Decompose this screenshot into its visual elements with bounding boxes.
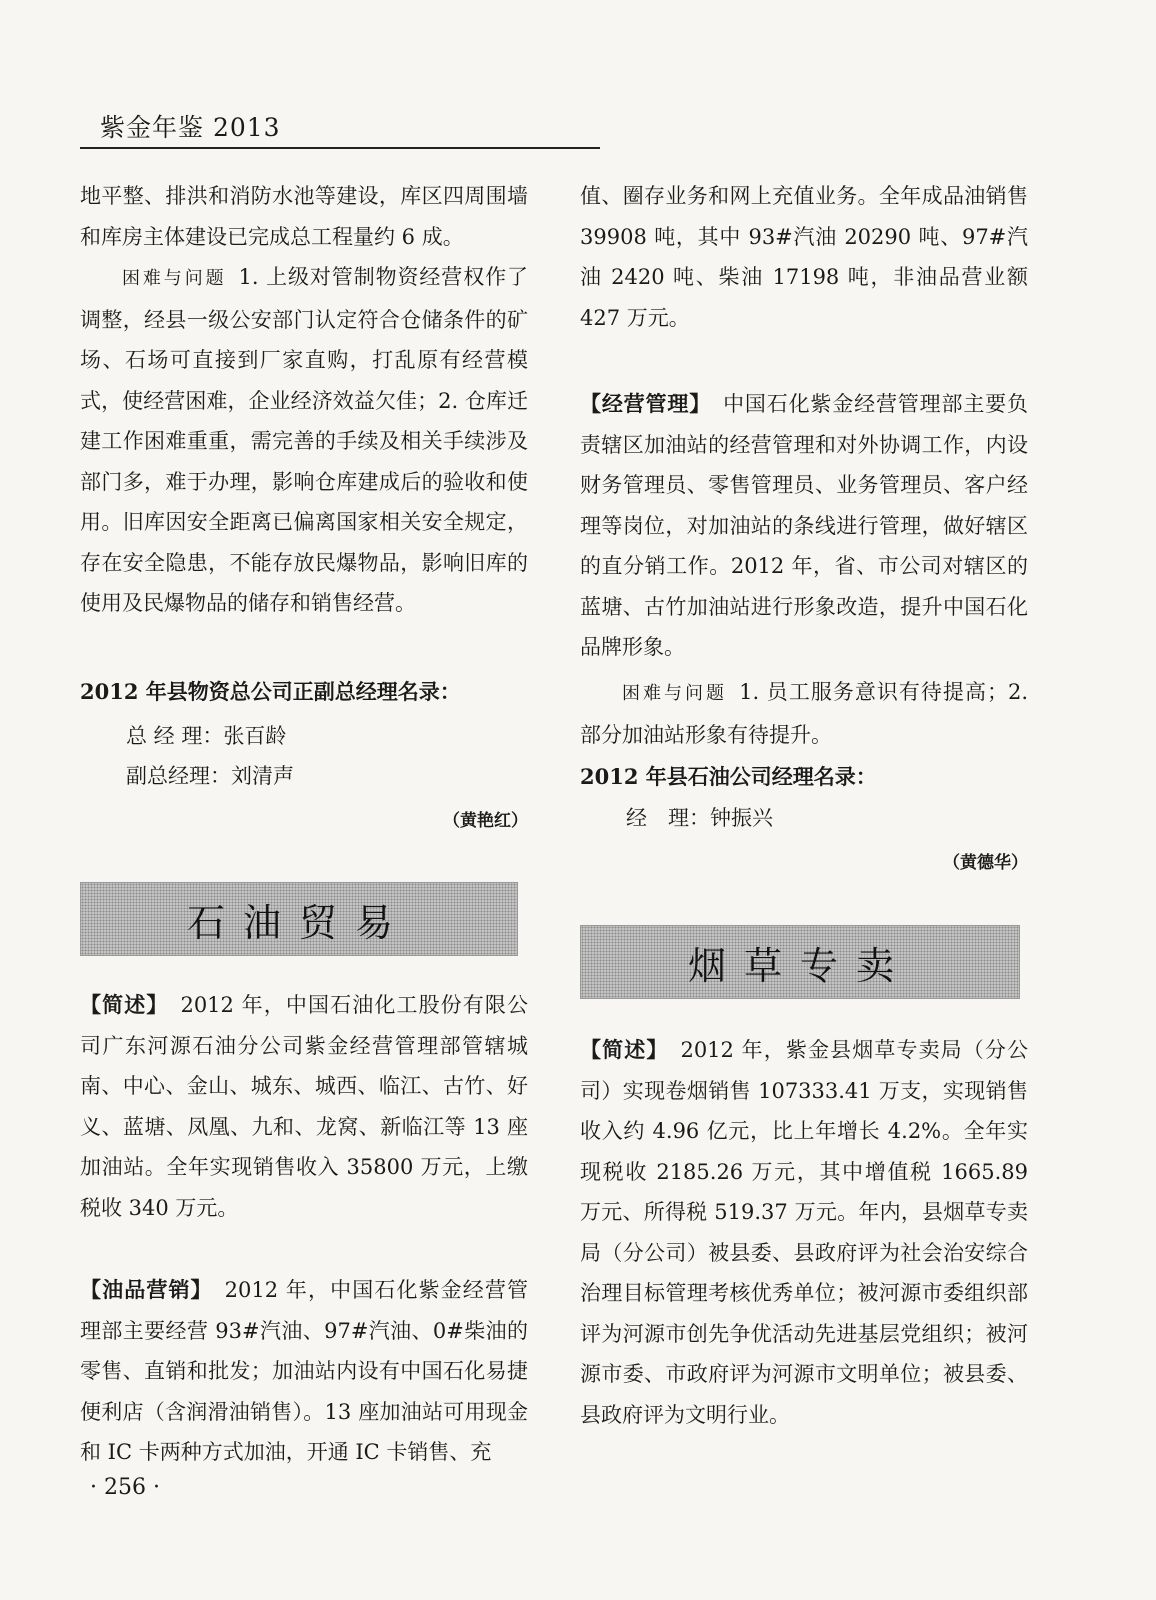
difficulty-paragraph [80,257,528,624]
overview-paragraph [580,1030,1028,1435]
left-column [80,0,528,1600]
difficulty-text: 1. 员工服务意识有待提高；2. 部分加油站形象有待提升。 [580,680,1028,747]
difficulty-label: 困难与问题 [122,268,227,289]
overview-paragraph [80,985,528,1228]
right-column [580,0,1028,1600]
deputy-line: 副总经理：刘清声 [126,764,294,788]
author-credit: （黄德华） [943,853,1028,873]
manager-line: 总 经 理：张百龄 [126,724,287,748]
section-title: 烟草专卖 [687,943,912,988]
management-paragraph [580,384,1028,668]
overview-tag: 【简述】 [580,1037,669,1062]
difficulty-paragraph [580,672,1028,755]
page-number: · 256 · [90,1475,160,1500]
roster-title: 2012 年县物资总公司正副总经理名录： [80,679,461,704]
paragraph-continuation: 值、圈存业务和网上充值业务。全年成品油销售 39908 吨，其中 93#汽油 20290 吨、97#汽油 2420 吨、柴油 17198 吨，非油品营业额 427 万元。 [580,184,1028,330]
sales-text: 2012 年，中国石化紫金经营管理部主要经营 93#汽油、97#汽油、0#柴油的零售、直销和批发；加油站内设有中国石化易捷便利店（含润滑油销售）。13 座加油站可用现金和 IC 卡两种方式加油，开通 IC 卡销售、充 [80,1278,529,1464]
section-banner-petroleum [80,882,518,956]
section-banner-tobacco [580,925,1020,999]
management-text: 中国石化紫金经营管理部主要负责辖区加油站的经营管理和对外协调工作，内设财务管理员、零售管理员、业务管理员、客户经理等岗位，对加油站的条线进行管理，做好辖区的直分销工作。2012 年，省、市公司对辖区的蓝塘、古竹加油站进行形象改造，提升中国石化品牌形象。 [580,392,1029,659]
roster-title: 2012 年县石油公司经理名录： [580,764,877,789]
management-tag: 【经营管理】 [580,391,712,416]
overview-text: 2012 年，中国石油化工股份有限公司广东河源石油分公司紫金经营管理部管辖城南、中心、金山、城东、城西、临江、古竹、好义、蓝塘、凤凰、九和、龙窝、新临江等 13 座加油站。全年实现销售收入 35800 万元，上缴税收 340 万元。 [80,993,529,1220]
section-title: 石油贸易 [186,900,411,945]
sales-paragraph [80,1270,528,1473]
difficulty-text: 1. 上级对管制物资经营权作了调整，经县一级公安部门认定符合仓储条件的矿场、石场可直接到厂家直购，打乱原有经营模式，使经营困难，企业经济效益欠佳；2. 仓库迁建工作困难重重，需完善的手续及相关手续涉及部门多，难于办理，影响仓库建成后的验收和使用。旧库因安全距离已偏离国家相关安全规定，存在安全隐患，不能存放民爆物品，影响旧库的使用及民爆物品的储存和销售经营。 [80,265,528,615]
manager-line: 经 理：钟振兴 [626,806,773,830]
overview-tag: 【简述】 [80,992,169,1017]
paragraph-continuation: 地平整、排洪和消防水池等建设，库区四周围墙和库房主体建设已完成总工程量约 6 成。 [80,184,528,249]
sales-tag: 【油品营销】 [80,1277,213,1302]
difficulty-label: 困难与问题 [622,683,728,704]
running-head: 紫金年鉴 2013 [100,113,281,142]
author-credit: （黄艳红） [443,811,528,831]
overview-text: 2012 年，紫金县烟草专卖局（分公司）实现卷烟销售 107333.41 万支，实现销售收入约 4.96 亿元，比上年增长 4.2%。全年实现税收 2185.26 万元，其中增值税 1665.89 万元、所得税 519.37 万元。年内，县烟草专卖局（分公司）被县委、县政府评为社会治安综合治理目标管理考核优秀单位；被河源市委组织部评为河源市创先争优活动先进基层党组织；被河源市委、市政府评为河源市文明单位；被县委、县政府评为文明行业。 [580,1038,1029,1427]
